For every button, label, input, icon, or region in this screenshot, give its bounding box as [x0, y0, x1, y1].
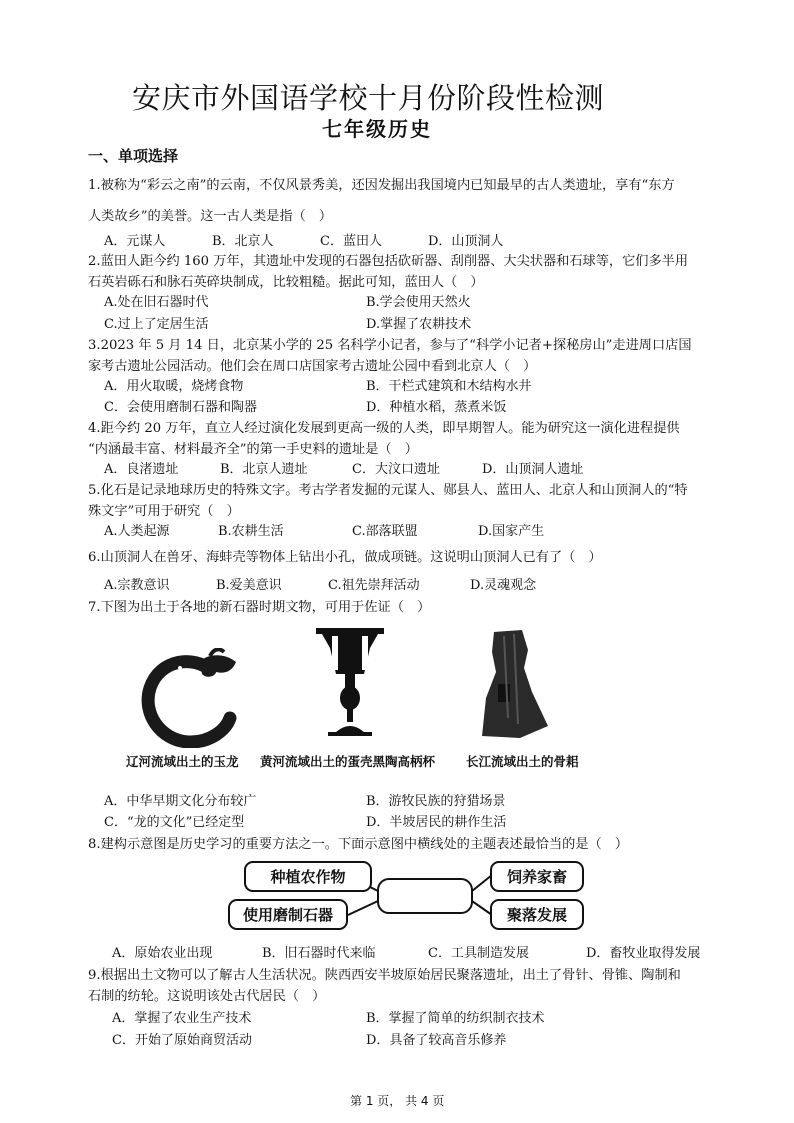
concept-box-settlement: 聚落发展	[490, 899, 584, 930]
concept-map-center-blank	[378, 879, 472, 913]
q3-stem-line2: 家考古遗址公园活动。他们会在周口店国家考古遗址公园中看到北京人（ ）	[88, 359, 537, 374]
q5-option-d: D.国家产生	[478, 524, 545, 539]
q1-stem-line2: 人类故乡”的美誉。这一古人类是指（ ）	[88, 209, 333, 224]
q9-option-c: C．开始了原始商贸活动	[112, 1033, 252, 1048]
q4-option-d: D．山顶洞人遗址	[482, 462, 584, 477]
q3-option-b: B．干栏式建筑和木结构水井	[366, 379, 532, 394]
q2-option-b: B.学会使用天然火	[366, 295, 471, 310]
q2-stem-line1: 2.蓝田人距今约 160 万年，其遗址中发现的石器包括砍斫器、刮削器、大尖状器和石球等，它们多半用	[88, 254, 689, 269]
q8-option-d: D．畜牧业取得发展	[586, 946, 701, 961]
page-subtitle: 七年级历史	[322, 117, 432, 141]
q5-option-a: A.人类起源	[104, 524, 170, 539]
q7-caption-jade-dragon: 辽河流域出土的玉龙	[126, 754, 239, 769]
q8-option-b: B．旧石器时代来临	[262, 946, 376, 961]
bone-spade-image	[474, 628, 554, 740]
q7-option-a: A．中华早期文化分布较广	[104, 794, 257, 809]
q1-stem-line1: 1.被称为“彩云之南”的云南，不仅风景秀美，还因发掘出我国境内已知最早的古人类遗址，享有“东方	[88, 178, 675, 193]
q8-option-a: A．原始农业出现	[112, 946, 213, 961]
q9-option-d: D．具备了较高音乐修养	[366, 1033, 507, 1048]
concept-box-farming: 种植农作物	[244, 861, 372, 892]
q6-stem-line1: 6.山顶洞人在兽牙、海蚌壳等物体上钻出小孔，做成项链。这说明山顶洞人已有了（ ）	[88, 550, 602, 565]
q6-option-a: A.宗教意识	[104, 578, 170, 593]
q7-option-c: C．“龙的文化”已经定型	[104, 815, 245, 830]
q9-stem-line1: 9.根据出土文物可以了解古人生活状况。陕西西安半坡原始居民聚落遗址，出土了骨针、骨锥、陶制和	[88, 968, 681, 983]
concept-box-polished-tools: 使用磨制石器	[228, 899, 348, 930]
q4-stem-line1: 4.距今约 20 万年，直立人经过演化发展到更高一级的人类，即早期智人。能为研究这一演化进程提供	[88, 421, 680, 436]
page-footer: 第 1 页， 共 4 页	[350, 1094, 445, 1108]
concept-box-livestock: 饲养家畜	[490, 861, 584, 892]
section-heading: 一、单项选择	[88, 147, 179, 165]
q2-stem-line2: 石英岩砾石和脉石英碎块制成，比较粗糙。据此可知，蓝田人（ ）	[88, 275, 484, 290]
q3-stem-line1: 3.2023 年 5 月 14 日，北京某小学的 25 名科学小记者，参与了“科学小记者+探秘房山”走进周口店国	[88, 338, 692, 353]
q5-option-b: B.农耕生活	[218, 524, 284, 539]
q5-stem-line2: 殊文字”可用于研究（ ）	[88, 504, 240, 519]
q4-option-b: B．北京人遗址	[220, 462, 308, 477]
q6-option-b: B.爱美意识	[216, 578, 282, 593]
q2-option-a: A.处在旧石器时代	[104, 295, 209, 310]
q7-caption-bone-spade: 长江流域出土的骨耜	[466, 754, 579, 769]
jade-dragon-image	[140, 648, 240, 748]
q4-option-a: A．良渚遗址	[104, 462, 179, 477]
q1-option-b: B．北京人	[212, 234, 274, 249]
q7-option-b: B．游牧民族的狩猎场景	[366, 794, 506, 809]
q1-option-a: A．元谋人	[104, 234, 166, 249]
q3-option-c: C．会使用磨制石器和陶器	[104, 400, 257, 415]
q1-option-d: D．山顶洞人	[428, 234, 504, 249]
q8-stem-line1: 8.建构示意图是历史学习的重要方法之一。下面示意图中横线处的主题表述最恰当的是（ ）	[88, 837, 629, 852]
q6-option-d: D.灵魂观念	[470, 578, 537, 593]
q1-option-c: C．蓝田人	[320, 234, 382, 249]
q3-option-a: A．用火取暖，烧烤食物	[104, 379, 244, 394]
q7-caption-black-pottery: 黄河流域出土的蛋壳黑陶高柄杯	[260, 754, 436, 769]
q5-stem-line1: 5.化石是记录地球历史的特殊文字。考古学者发掘的元谋人、郧县人、蓝田人、北京人和山顶洞人的“特	[88, 483, 688, 498]
q4-stem-line2: “内涵最丰富、材料最齐全”的第一手史料的遗址是（ ）	[88, 442, 418, 457]
q7-option-d: D．半坡居民的耕作生活	[366, 815, 507, 830]
black-pottery-cup-image	[310, 626, 390, 738]
q2-option-c: C.过上了定居生活	[104, 317, 209, 332]
q9-stem-line2: 石制的纺轮。这说明该处古代居民（ ）	[88, 989, 326, 1004]
q9-option-a: A．掌握了农业生产技术	[112, 1011, 252, 1026]
q9-option-b: B．掌握了简单的纺织制衣技术	[366, 1011, 545, 1026]
q4-option-c: C．大汶口遗址	[352, 462, 440, 477]
q8-option-c: C．工具制造发展	[428, 946, 529, 961]
q3-option-d: D．种植水稻，蒸煮米饭	[366, 400, 507, 415]
q7-stem-line1: 7.下图为出土于各地的新石器时期文物，可用于佐证（ ）	[88, 600, 431, 615]
page-title: 安庆市外国语学校十月份阶段性检测	[132, 81, 605, 115]
q5-option-c: C.部落联盟	[352, 524, 418, 539]
q6-option-c: C.祖先崇拜活动	[328, 578, 420, 593]
q2-option-d: D.掌握了农耕技术	[366, 317, 472, 332]
